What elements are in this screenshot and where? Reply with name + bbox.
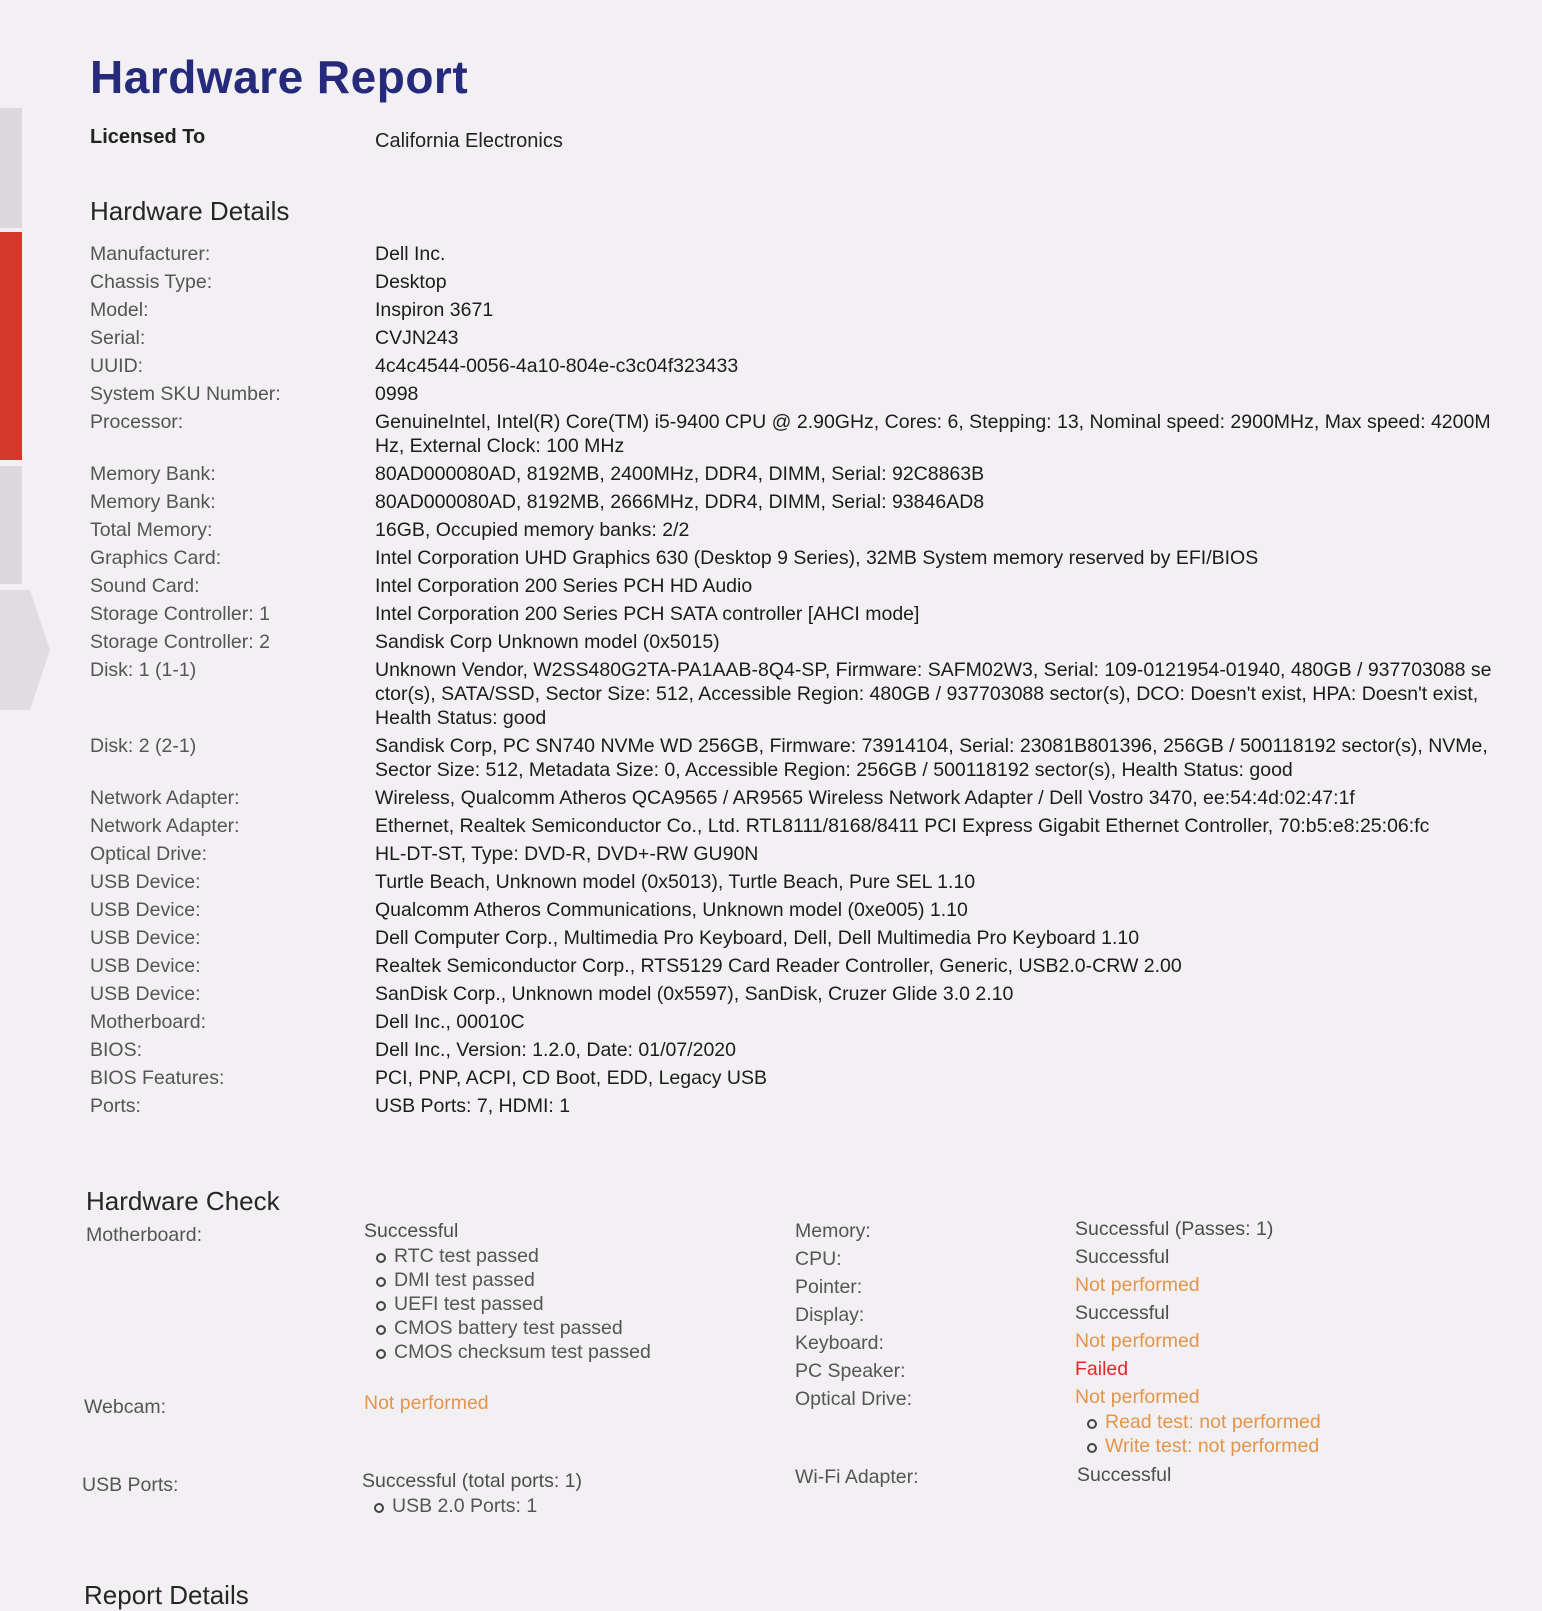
check-label-cpu: CPU: xyxy=(795,1248,842,1270)
detail-value: Dell Computer Corp., Multimedia Pro Keyboard, Dell, Dell Multimedia Pro Keyboard 1.10 xyxy=(375,927,1140,949)
detail-label: USB Device: xyxy=(90,927,201,949)
detail-value: Ethernet, Realtek Semiconductor Co., Ltd. RTL8111/8168/8411 PCI Express Gigabit Ethernet Controller, 70:b5:e8:25:06:fc xyxy=(375,815,1430,837)
detail-value: Dell Inc. xyxy=(375,243,446,265)
detail-label: Network Adapter: xyxy=(90,787,240,809)
check-label-keyboard: Keyboard: xyxy=(795,1332,884,1354)
detail-row xyxy=(90,842,1510,866)
detail-label: Processor: xyxy=(90,411,184,433)
optical-drive-test-list xyxy=(1075,1410,1321,1458)
check-status-cpu: Successful xyxy=(1075,1246,1170,1268)
detail-value: Desktop xyxy=(375,271,447,293)
detail-row xyxy=(90,734,1510,782)
detail-row xyxy=(90,1094,1510,1118)
detail-label: System SKU Number: xyxy=(90,383,281,405)
detail-label: USB Device: xyxy=(90,955,201,977)
detail-label: Memory Bank: xyxy=(90,463,216,485)
check-label-wifi-adapter: Wi-Fi Adapter: xyxy=(795,1466,919,1488)
detail-label: Network Adapter: xyxy=(90,815,240,837)
licensed-to-label: Licensed To xyxy=(90,126,206,148)
detail-label: Sound Card: xyxy=(90,575,200,597)
sidebar-arrow-tab[interactable] xyxy=(0,590,50,710)
detail-row xyxy=(90,870,1510,894)
check-label-display: Display: xyxy=(795,1304,865,1326)
detail-value: 80AD000080AD, 8192MB, 2400MHz, DDR4, DIMM, Serial: 92C8863B xyxy=(375,463,985,485)
report-details-heading: Report Details xyxy=(84,1580,249,1610)
detail-label: BIOS Features: xyxy=(90,1067,225,1089)
detail-label: USB Device: xyxy=(90,871,201,893)
detail-label: UUID: xyxy=(90,355,144,377)
detail-row xyxy=(90,298,1510,322)
detail-value: Qualcomm Atheros Communications, Unknown model (0xe005) 1.10 xyxy=(375,899,968,921)
list-item: Write test: not performed xyxy=(1075,1434,1321,1458)
detail-value: Wireless, Qualcomm Atheros QCA9565 / AR9565 Wireless Network Adapter / Dell Vostro 3470, ee:54:4d:02:47:1f xyxy=(375,787,1355,809)
detail-label: Disk: 1 (1-1) xyxy=(90,659,197,681)
detail-value: 16GB, Occupied memory banks: 2/2 xyxy=(375,519,690,541)
detail-row xyxy=(90,658,1510,730)
detail-label: Serial: xyxy=(90,327,146,349)
detail-value: Inspiron 3671 xyxy=(375,299,494,321)
detail-row xyxy=(90,1010,1510,1034)
list-item: UEFI test passed xyxy=(364,1292,651,1316)
detail-label: Model: xyxy=(90,299,149,321)
left-sidebar-edge xyxy=(0,0,24,1600)
detail-label: Ports: xyxy=(90,1095,141,1117)
detail-row xyxy=(90,270,1510,294)
licensed-to-value: California Electronics xyxy=(375,130,563,152)
detail-value: Realtek Semiconductor Corp., RTS5129 Card Reader Controller, Generic, USB2.0-CRW 2.00 xyxy=(375,955,1182,977)
list-item: USB 2.0 Ports: 1 xyxy=(362,1494,537,1518)
list-item: CMOS battery test passed xyxy=(364,1316,651,1340)
list-item: DMI test passed xyxy=(364,1268,651,1292)
list-item: Read test: not performed xyxy=(1075,1410,1321,1434)
detail-label: Motherboard: xyxy=(90,1011,206,1033)
detail-row xyxy=(90,518,1510,542)
detail-row xyxy=(90,490,1510,514)
detail-row xyxy=(90,326,1510,350)
detail-label: Memory Bank: xyxy=(90,491,216,513)
page-title: Hardware Report xyxy=(90,51,469,103)
usb-ports-list xyxy=(362,1494,537,1518)
detail-row xyxy=(90,410,1510,458)
check-status-optical-drive: Not performed xyxy=(1075,1386,1200,1408)
check-label-pc-speaker: PC Speaker: xyxy=(795,1360,906,1382)
hardware-details-heading: Hardware Details xyxy=(90,196,290,226)
check-label-memory: Memory: xyxy=(795,1220,871,1242)
detail-label: Optical Drive: xyxy=(90,843,208,865)
check-label-motherboard: Motherboard: xyxy=(86,1224,202,1246)
detail-value: Sandisk Corp, PC SN740 NVMe WD 256GB, Firmware: 73914104, Serial: 23081B801396, 256GB / 500118192 sector(s), NVMe, Sector Size: 512, Metadata Size: 0, Accessible Region: 256GB / 500118192 sector(s), Health Status: good xyxy=(375,735,1488,781)
check-status-pc-speaker: Failed xyxy=(1075,1358,1129,1380)
detail-row xyxy=(90,982,1510,1006)
detail-value: GenuineIntel, Intel(R) Core(TM) i5-9400 CPU @ 2.90GHz, Cores: 6, Stepping: 13, Nominal speed: 2900MHz, Max speed: 4200MHz, External Clock: 100 MHz xyxy=(375,411,1491,457)
detail-label: Storage Controller: 2 xyxy=(90,631,270,653)
list-item: CMOS checksum test passed xyxy=(364,1340,651,1364)
check-label-optical-drive: Optical Drive: xyxy=(795,1388,913,1410)
detail-value: CVJN243 xyxy=(375,327,459,349)
detail-label: USB Device: xyxy=(90,983,201,1005)
sidebar-tab[interactable] xyxy=(0,108,22,228)
detail-value: HL-DT-ST, Type: DVD-R, DVD+-RW GU90N xyxy=(375,843,759,865)
detail-label: Total Memory: xyxy=(90,519,213,541)
detail-value: Sandisk Corp Unknown model (0x5015) xyxy=(375,631,720,653)
detail-value: SanDisk Corp., Unknown model (0x5597), SanDisk, Cruzer Glide 3.0 2.10 xyxy=(375,983,1014,1005)
detail-value: 80AD000080AD, 8192MB, 2666MHz, DDR4, DIMM, Serial: 93846AD8 xyxy=(375,491,985,513)
detail-row xyxy=(90,354,1510,378)
detail-label: USB Device: xyxy=(90,899,201,921)
check-status-pointer: Not performed xyxy=(1075,1274,1200,1296)
motherboard-test-list xyxy=(364,1244,651,1364)
check-status-wifi-adapter: Successful xyxy=(1077,1464,1172,1486)
hardware-check-heading: Hardware Check xyxy=(86,1186,280,1216)
sidebar-tab-active[interactable] xyxy=(0,232,22,460)
detail-label: Disk: 2 (2-1) xyxy=(90,735,197,757)
detail-label: BIOS: xyxy=(90,1039,143,1061)
detail-row xyxy=(90,602,1510,626)
check-status-motherboard: Successful xyxy=(364,1220,459,1242)
check-label-webcam: Webcam: xyxy=(84,1396,166,1418)
detail-row xyxy=(90,926,1510,950)
check-status-webcam: Not performed xyxy=(364,1392,489,1414)
detail-value: 0998 xyxy=(375,383,419,405)
detail-row xyxy=(90,546,1510,570)
sidebar-tab[interactable] xyxy=(0,466,22,584)
detail-row xyxy=(90,462,1510,486)
detail-value: Intel Corporation 200 Series PCH HD Audio xyxy=(375,575,753,597)
detail-row xyxy=(90,242,1510,266)
detail-value: Dell Inc., 00010C xyxy=(375,1011,525,1033)
detail-row xyxy=(90,1066,1510,1090)
detail-value: Turtle Beach, Unknown model (0x5013), Turtle Beach, Pure SEL 1.10 xyxy=(375,871,976,893)
detail-value: Intel Corporation UHD Graphics 630 (Desktop 9 Series), 32MB System memory reserved by EFI/BIOS xyxy=(375,547,1259,569)
detail-value: PCI, PNP, ACPI, CD Boot, EDD, Legacy USB xyxy=(375,1067,767,1089)
check-status-usb-ports: Successful (total ports: 1) xyxy=(362,1470,583,1492)
detail-row xyxy=(90,814,1510,838)
hardware-details-table xyxy=(90,242,1510,1122)
list-item: RTC test passed xyxy=(364,1244,651,1268)
detail-label: Manufacturer: xyxy=(90,243,211,265)
check-status-display: Successful xyxy=(1075,1302,1170,1324)
detail-row xyxy=(90,574,1510,598)
detail-row xyxy=(90,786,1510,810)
check-label-pointer: Pointer: xyxy=(795,1276,863,1298)
check-label-usb-ports: USB Ports: xyxy=(82,1474,179,1496)
check-status-keyboard: Not performed xyxy=(1075,1330,1200,1352)
detail-row xyxy=(90,954,1510,978)
detail-value: Dell Inc., Version: 1.2.0, Date: 01/07/2020 xyxy=(375,1039,736,1061)
detail-value: USB Ports: 7, HDMI: 1 xyxy=(375,1095,571,1117)
detail-value: Unknown Vendor, W2SS480G2TA-PA1AAB-8Q4-SP, Firmware: SAFM02W3, Serial: 109-0121954-01940, 480GB / 937703088 sector(s), SATA/SSD, Sector Size: 512, Accessible Region: 480GB / 937703088 sector(s), DCO: Doesn't exist, HPA: Doesn't exist, Health Status: good xyxy=(375,659,1492,729)
detail-label: Graphics Card: xyxy=(90,547,222,569)
detail-label: Chassis Type: xyxy=(90,271,213,293)
detail-row xyxy=(90,1038,1510,1062)
check-status-memory: Successful (Passes: 1) xyxy=(1075,1218,1274,1240)
detail-label: Storage Controller: 1 xyxy=(90,603,270,625)
detail-value: Intel Corporation 200 Series PCH SATA controller [AHCI mode] xyxy=(375,603,920,625)
detail-row xyxy=(90,630,1510,654)
detail-value: 4c4c4544-0056-4a10-804e-c3c04f323433 xyxy=(375,355,739,377)
detail-row xyxy=(90,898,1510,922)
detail-row xyxy=(90,382,1510,406)
